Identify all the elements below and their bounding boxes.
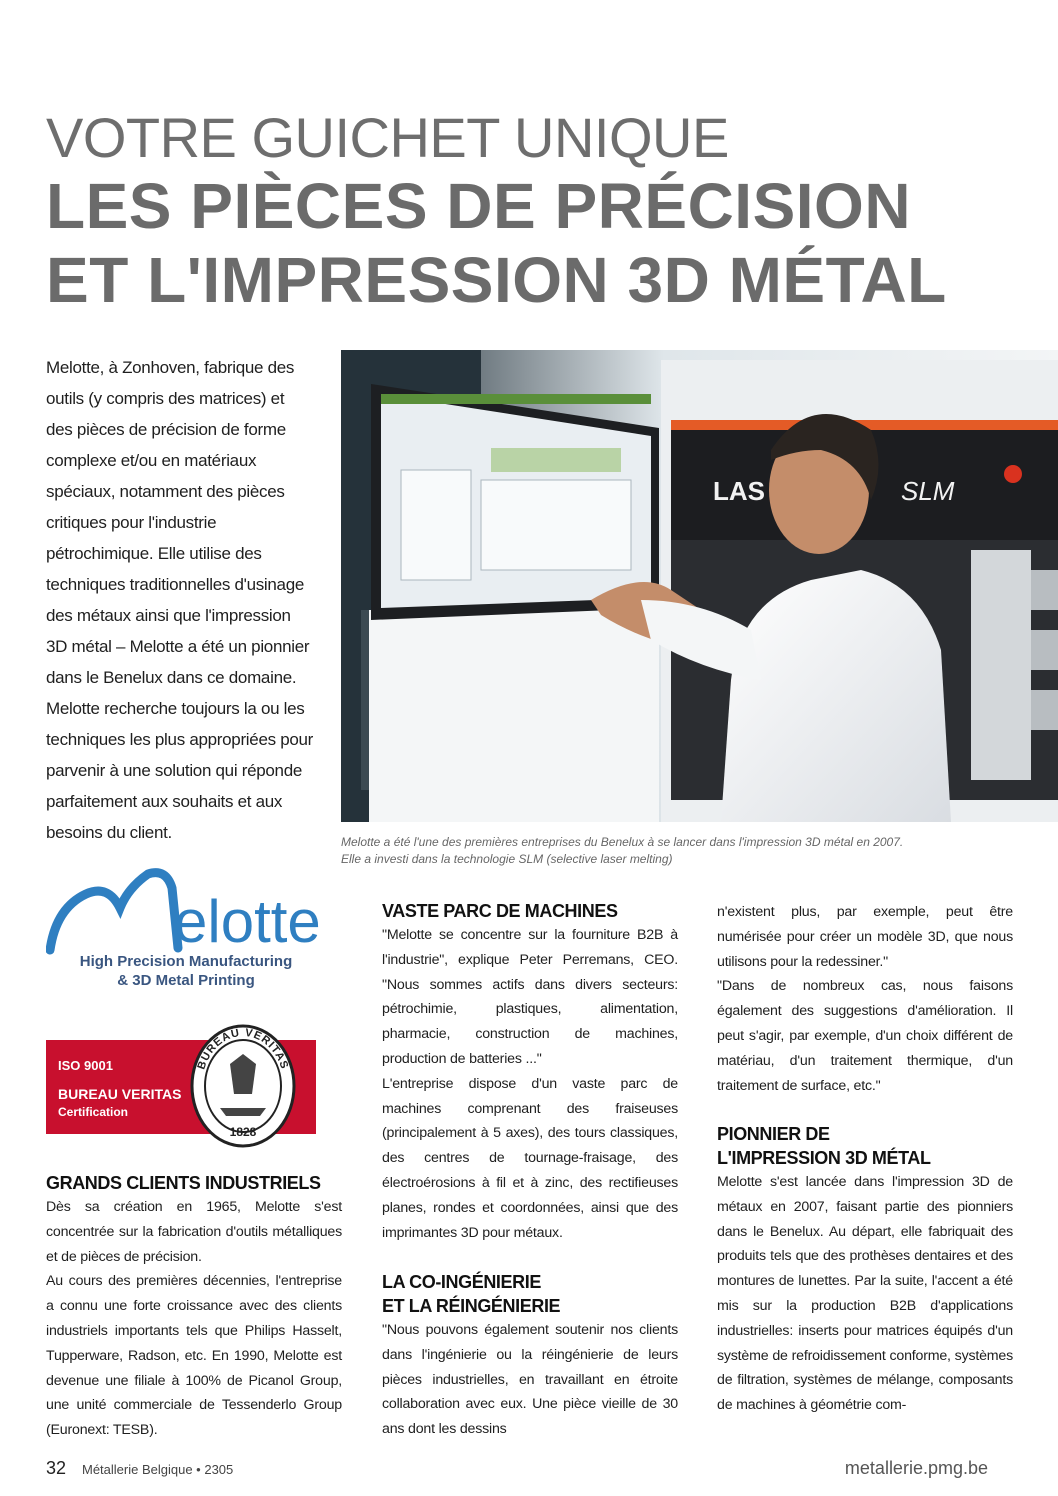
- machine-label-left: LAS: [713, 476, 765, 506]
- website-link[interactable]: metallerie.pmg.be: [844, 1458, 988, 1478]
- machines-paragraph-1: "Melotte se concentre sur la fourniture B2B à l'industrie", explique Peter Perremans, CEO. "Nous sommes actifs dans divers secteurs: pétrochimie, plastiques, alimentation, pharmacie, construction de machines, production de batteries ...": [382, 927, 678, 1067]
- coeng-cont-paragraph-2: "Dans de nombreux cas, nous faisons également des suggestions d'amélioration. Il peut s'agir, par exemple, d'un choix différent de matériau, d'un traitement thermique, d'un traitement de surface, etc.": [717, 978, 1013, 1094]
- seal-year: 1828: [229, 1125, 257, 1139]
- coeng-cont-paragraph-1: n'existent plus, par exemple, peut être numérisée pour créer un modèle 3D, que nous utilisons pour la redessiner.": [717, 904, 1013, 970]
- pioneer-paragraph-1: Melotte s'est lancée dans l'impression 3D de métaux en 2007, faisant partie des pionniers dans le Benelux. Au départ, elle fabriquait des produits tels que des prothèses dentaires et des montures de lunettes. Par la suite, l'accent a été mis sur la production B2B d'applications industrielles: inserts pour matrices équipés d'un système de refroidissement conforme, systèmes de filtration, systèmes de mélange, composants de machines à géométrie com-: [717, 1174, 1013, 1414]
- caption-line-2: Elle a investi dans la technologie SLM (selective laser melting): [341, 852, 673, 866]
- machine-label-right: SLM: [901, 476, 955, 506]
- logo-tagline-line-2: & 3D Metal Printing: [117, 972, 255, 989]
- heading-vaste-parc: VASTE PARC DE MACHINES: [382, 901, 618, 921]
- heading-grands-clients: GRANDS CLIENTS INDUSTRIELS: [46, 1173, 321, 1193]
- magazine-issue: Métallerie Belgique • 2305: [82, 1462, 234, 1477]
- clients-paragraph-2: Au cours des premières décennies, l'entreprise a connu une forte croissance avec des clients industriels importants tels que Philips Hasselt, Tupperware, Radson, etc. En 1990, Melotte est devenue une filiale à 100% de Picanol Group, une unité commerciale de Tessenderlo Group (Euronext: TESB).: [46, 1273, 342, 1439]
- heading-co-ingenierie-line-1: LA CO-INGÉNIERIE: [382, 1272, 541, 1292]
- page-number: 32: [46, 1458, 67, 1478]
- bureau-veritas-seal: [190, 1024, 296, 1148]
- cert-iso: ISO 9001: [58, 1058, 113, 1073]
- main-title-line-1: LES PIÈCES DE PRÉCISION: [46, 170, 912, 242]
- cert-issuer: BUREAU VERITAS: [58, 1086, 182, 1102]
- logo-tagline: [58, 952, 314, 990]
- heading-pionnier: [717, 1122, 1013, 1170]
- clients-paragraph-1: Dès sa création en 1965, Melotte s'est concentrée sur la fabrication d'outils métalliques et de pièces de précision.: [46, 1199, 342, 1265]
- intro-paragraph: Melotte, à Zonhoven, fabrique des outils (y compris des matrices) et des pièces de précision de forme complexe et/ou en matériaux spéciaux, notamment des pièces critiques pour l'industrie pétrochimique. Elle utilise des techniques traditionnelles d'usinage des métaux ainsi que l'impression 3D métal – Melotte a été un pionnier dans le Benelux dans ce domaine. Melotte recherche toujours la ou les techniques les plus appropriées pour parvenir à une solution qui réponde parfaitement aux souhaits et aux besoins du client.: [46, 358, 314, 842]
- heading-co-ingenierie-line-2: ET LA RÉINGÉNIERIE: [382, 1296, 561, 1316]
- section-co-ingenierie: [382, 1270, 678, 1442]
- heading-pionnier-line-1: PIONNIER DE: [717, 1124, 830, 1144]
- photo-caption: [341, 834, 1041, 868]
- main-title-line-2: ET L'IMPRESSION 3D MÉTAL: [46, 244, 947, 316]
- section-vaste-parc: [382, 899, 678, 1245]
- section-grands-clients: [46, 1171, 342, 1443]
- kicker-title: VOTRE GUICHET UNIQUE: [46, 106, 729, 169]
- coeng-paragraph-1: "Nous pouvons également soutenir nos clients dans l'ingénierie ou la réingénierie de leurs pièces industrielles, en travaillant en étroite collaboration avec eux. Une pièce vieille de 30 ans dont les dessins: [382, 1322, 678, 1438]
- seal-text: BUREAU VERITAS: [195, 1026, 291, 1072]
- machine-photo: [341, 350, 1058, 822]
- heading-pionnier-line-2: L'IMPRESSION 3D MÉTAL: [717, 1148, 931, 1168]
- logo-tagline-line-1: High Precision Manufacturing: [79, 953, 293, 970]
- section-co-ingenierie-continued: [717, 900, 1013, 1098]
- caption-line-1: Melotte a été l'une des premières entreprises du Benelux à se lancer dans l'impression 3D métal en 2007.: [341, 835, 904, 849]
- logo-wordmark: elotte: [174, 888, 321, 955]
- heading-co-ingenierie: [382, 1270, 678, 1318]
- cert-label: Certification: [58, 1105, 129, 1119]
- machines-paragraph-2: L'entreprise dispose d'un vaste parc de machines comprenant des fraiseuses (principalement à 5 axes), des tours classiques, des centres de tournage-fraisage, des électroérosions à fil et à zinc, des rectifieuses planes, rondes et coordonnées, ainsi que des imprimantes 3D pour métaux.: [382, 1075, 678, 1241]
- section-pionnier: [717, 1122, 1013, 1418]
